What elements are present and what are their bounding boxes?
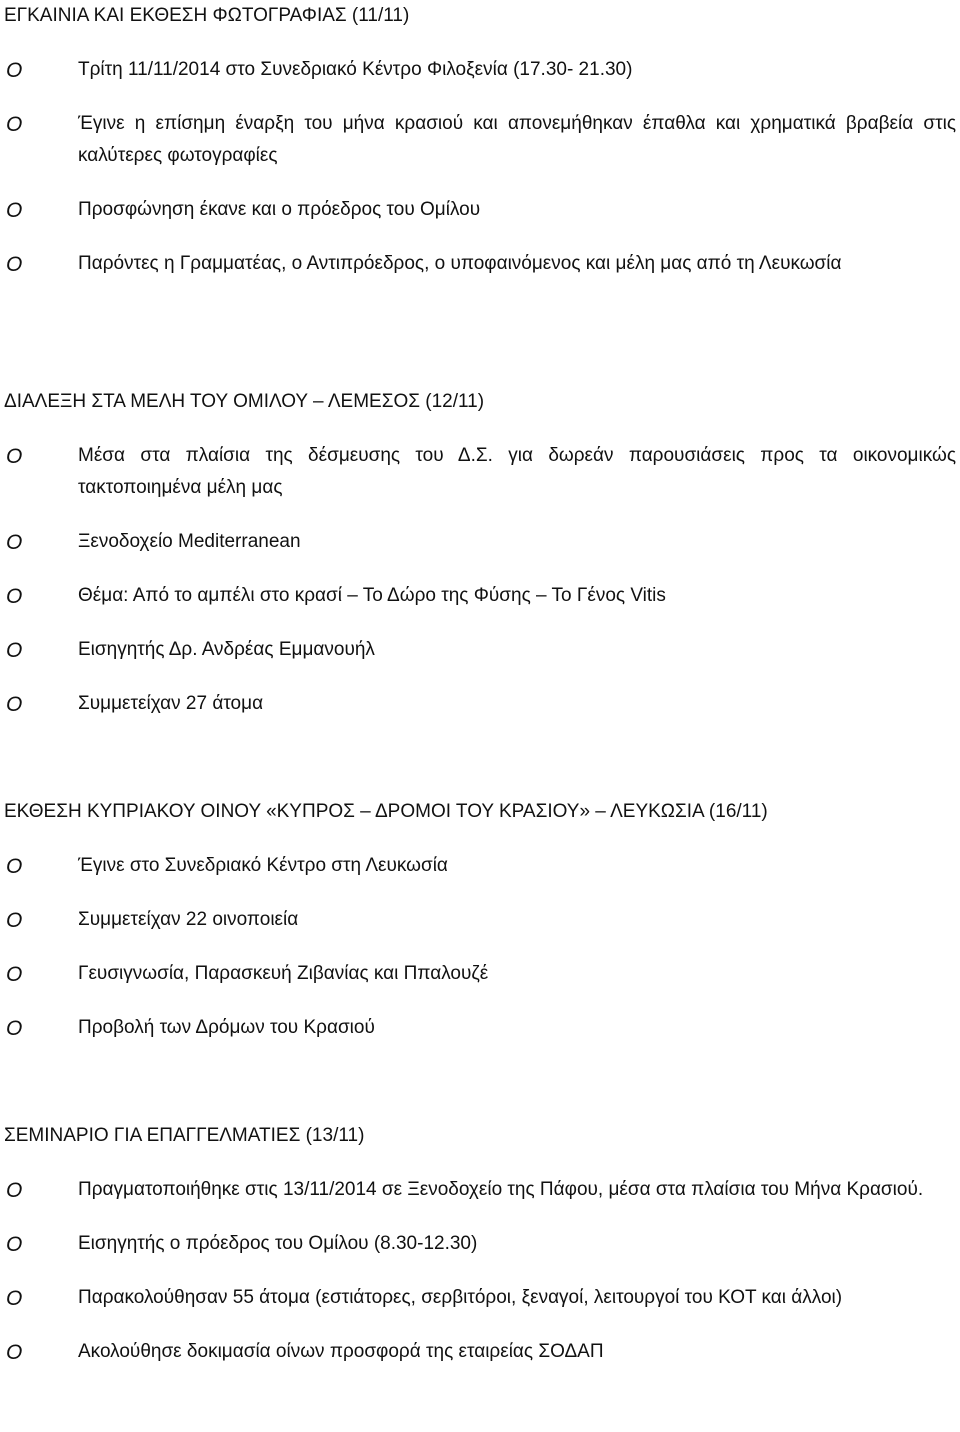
- section-professional-seminar: [4, 1120, 956, 1368]
- bullet-marker: O: [6, 1179, 23, 1202]
- list-item-text: Συμμετείχαν 22 οινοποιεία: [78, 909, 299, 930]
- bullet-marker: O: [6, 253, 23, 276]
- bullet-marker: O: [6, 909, 23, 932]
- list-item: [4, 1282, 956, 1314]
- bullet-marker: O: [6, 199, 23, 222]
- bullet-list: [4, 440, 956, 720]
- section-lecture: [4, 386, 956, 720]
- section-wine-exhibition: [4, 796, 956, 1044]
- list-item: [4, 958, 956, 990]
- bullet-marker: O: [6, 693, 23, 716]
- list-item-text: Προβολή των Δρόμων του Κρασιού: [78, 1017, 375, 1038]
- bullet-marker: O: [6, 639, 23, 662]
- bullet-list: [4, 1174, 956, 1368]
- list-item: [4, 850, 956, 882]
- list-item: [4, 440, 956, 504]
- section-heading: ΣΕΜΙΝΑΡΙΟ ΓΙΑ ΕΠΑΓΓΕΛΜΑΤΙΕΣ (13/11): [4, 1125, 365, 1146]
- list-item-text: Συμμετείχαν 27 άτομα: [78, 693, 264, 714]
- list-item-text: Έγινε στο Συνεδριακό Κέντρο στη Λευκωσία: [78, 855, 448, 876]
- list-item-text: Γευσιγνωσία, Παρασκευή Ζιβανίας και Ππαλουζέ: [78, 963, 489, 984]
- list-item: [4, 688, 956, 720]
- bullet-marker: O: [6, 1233, 23, 1256]
- list-item: [4, 526, 956, 558]
- list-item-text: Πραγματοποιήθηκε στις 13/11/2014 σε Ξενοδοχείο της Πάφου, μέσα στα πλαίσια του Μήνα Κρασιού.: [78, 1179, 924, 1200]
- bullet-list: [4, 850, 956, 1044]
- bullet-marker: O: [6, 963, 23, 986]
- list-item-text: Μέσα στα πλαίσια της δέσμευσης του Δ.Σ. για δωρεάν παρουσιάσεις προς τα οικονομικώς τακτοποιημένα μέλη μας: [78, 445, 956, 498]
- list-item: [4, 634, 956, 666]
- bullet-marker: O: [6, 585, 23, 608]
- list-item-text: Εισηγητής Δρ. Ανδρέας Εμμανουήλ: [78, 639, 375, 660]
- bullet-marker: O: [6, 1341, 23, 1364]
- bullet-marker: O: [6, 1017, 23, 1040]
- bullet-marker: O: [6, 59, 23, 82]
- section-inauguration: [4, 0, 956, 280]
- list-item: [4, 194, 956, 226]
- list-item-text: Θέμα: Από το αμπέλι στο κρασί – Το Δώρο της Φύσης – Το Γένος Vitis: [78, 585, 666, 606]
- list-item-text: Ακολούθησε δοκιμασία οίνων προσφορά της εταιρείας ΣΟΔΑΠ: [78, 1341, 604, 1362]
- list-item: [4, 54, 956, 86]
- list-item-text: Παρακολούθησαν 55 άτομα (εστιάτορες, σερβιτόροι, ξεναγοί, λειτουργοί του ΚΟΤ και άλλοι): [78, 1287, 843, 1308]
- list-item-text: Έγινε η επίσημη έναρξη του μήνα κρασιού και απονεμήθηκαν έπαθλα και χρηματικά βραβεία στις καλύτερες φωτογραφίες: [78, 113, 956, 166]
- bullet-marker: O: [6, 1287, 23, 1310]
- list-item: [4, 580, 956, 612]
- list-item: [4, 248, 956, 280]
- list-item-text: Προσφώνηση έκανε και ο πρόεδρος του Ομίλου: [78, 199, 481, 220]
- section-heading: ΔΙΑΛΕΞΗ ΣΤΑ ΜΕΛΗ ΤΟΥ ΟΜΙΛΟΥ – ΛΕΜΕΣΟΣ (12/11): [4, 391, 485, 412]
- list-item: [4, 1174, 956, 1206]
- bullet-marker: O: [6, 445, 23, 468]
- bullet-list: [4, 54, 956, 280]
- list-item: [4, 1336, 956, 1368]
- list-item: [4, 1228, 956, 1260]
- list-item: [4, 108, 956, 172]
- list-item-text: Τρίτη 11/11/2014 στο Συνεδριακό Κέντρο Φιλοξενία (17.30- 21.30): [78, 59, 633, 80]
- bullet-marker: O: [6, 531, 23, 554]
- list-item: [4, 1012, 956, 1044]
- section-heading: ΕΓΚΑΙΝΙΑ ΚΑΙ ΕΚΘΕΣΗ ΦΩΤΟΓΡΑΦΙΑΣ (11/11): [4, 5, 410, 26]
- list-item-text: Ξενοδοχείο Mediterranean: [78, 531, 301, 552]
- section-heading: ΕΚΘΕΣΗ ΚΥΠΡΙΑΚΟΥ ΟΙΝΟΥ «ΚΥΠΡΟΣ – ΔΡΟΜΟΙ ΤΟΥ ΚΡΑΣΙΟΥ» – ΛΕΥΚΩΣΙΑ (16/11): [4, 801, 768, 822]
- list-item: [4, 904, 956, 936]
- bullet-marker: O: [6, 855, 23, 878]
- list-item-text: Εισηγητής ο πρόεδρος του Ομίλου (8.30-12.30): [78, 1233, 478, 1254]
- list-item-text: Παρόντες η Γραμματέας, ο Αντιπρόεδρος, ο υποφαινόμενος και μέλη μας από τη Λευκωσία: [78, 253, 842, 274]
- bullet-marker: O: [6, 113, 23, 136]
